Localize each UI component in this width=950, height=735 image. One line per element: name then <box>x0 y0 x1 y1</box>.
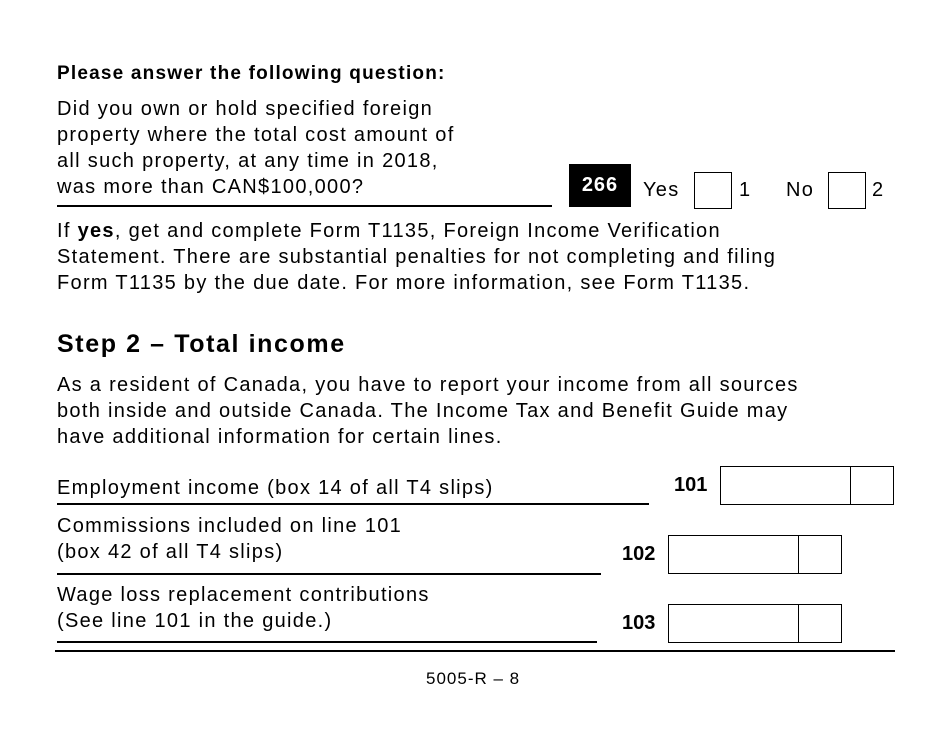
line-101-underline <box>57 503 649 505</box>
label-line: (box 42 of all T4 slips) <box>57 541 284 563</box>
line-266-code: 266 <box>569 164 631 207</box>
intro-line: both inside and outside Canada. The Income Tax and Benefit Guide may <box>57 400 789 422</box>
question-underline <box>57 205 552 207</box>
intro-line: have additional information for certain lines. <box>57 426 503 448</box>
label-line: (See line 101 in the guide.) <box>57 610 333 632</box>
yes-checkbox[interactable] <box>694 172 732 209</box>
step2-heading: Step 2 – Total income <box>57 330 346 358</box>
yes-code: 1 <box>739 179 752 201</box>
no-checkbox[interactable] <box>828 172 866 209</box>
line-101-cents-input[interactable] <box>850 466 894 505</box>
question-line: Did you own or hold specified foreign <box>57 98 434 120</box>
line-101-number: 101 <box>674 474 708 496</box>
line-102-label <box>57 513 402 565</box>
question-line: property where the total cost amount of <box>57 124 455 146</box>
note-line: Statement. There are substantial penalties for not completing and filing <box>57 246 777 268</box>
line-103-cents-input[interactable] <box>798 604 842 643</box>
question-heading: Please answer the following question: <box>57 63 446 84</box>
line-101-label: Employment income (box 14 of all T4 slips) <box>57 477 494 499</box>
line-102-underline <box>57 573 601 575</box>
label-line: Wage loss replacement contributions <box>57 584 430 606</box>
line-103-label <box>57 582 430 634</box>
line-103-underline <box>57 641 597 643</box>
yes-label: Yes <box>643 179 680 201</box>
line-103-number: 103 <box>622 612 656 634</box>
line-102-dollars-input[interactable] <box>668 535 799 574</box>
question-line: all such property, at any time in 2018, <box>57 150 439 172</box>
no-code: 2 <box>872 179 885 201</box>
line-101-dollars-input[interactable] <box>720 466 851 505</box>
step2-intro <box>57 372 799 450</box>
line-103-dollars-input[interactable] <box>668 604 799 643</box>
question-line: was more than CAN$100,000? <box>57 176 365 198</box>
page-bottom-rule <box>55 650 895 652</box>
page-number: 5005-R – 8 <box>426 669 521 688</box>
no-label: No <box>786 179 815 201</box>
intro-line: As a resident of Canada, you have to report your income from all sources <box>57 374 799 396</box>
note-line: Form T1135 by the due date. For more information, see Form T1135. <box>57 272 751 294</box>
line-102-cents-input[interactable] <box>798 535 842 574</box>
line-102-number: 102 <box>622 543 656 565</box>
t1135-note <box>57 218 776 296</box>
label-line: Commissions included on line 101 <box>57 515 403 537</box>
note-line: If yes, get and complete Form T1135, Foreign Income Verification <box>57 220 721 242</box>
foreign-property-question <box>57 96 455 200</box>
note-yes-emphasis: yes <box>77 220 115 242</box>
